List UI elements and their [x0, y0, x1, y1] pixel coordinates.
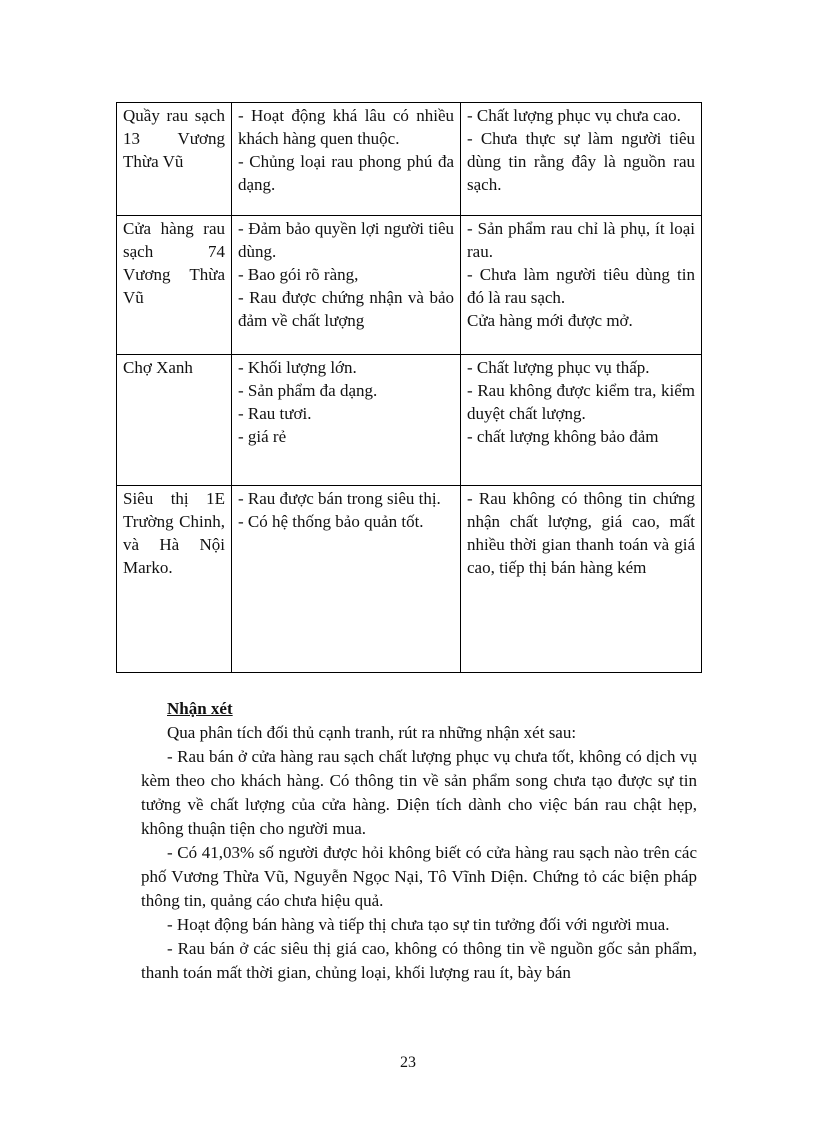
weakness-item: - Chưa làm người tiêu dùng tin đó là rau sạch. — [467, 265, 695, 307]
remarks-point: - Rau bán ở cửa hàng rau sạch chất lượng phục vụ chưa tốt, không có dịch vụ kèm theo cho khách hàng. Có thông tin về sản phẩm song chưa tạo được sự tin tưởng về chất lượng của cửa hàng. Diện tích dành cho việc bán rau chật hẹp, không thuận tiện cho người mua. — [141, 747, 697, 838]
competitor-weaknesses — [461, 216, 702, 355]
weakness-item: - Chất lượng phục vụ chưa cao. — [467, 106, 681, 125]
strength-item: - Rau được bán trong siêu thị. — [238, 489, 441, 508]
competitor-strengths — [232, 355, 461, 486]
table-row — [117, 355, 702, 486]
competitor-weaknesses — [461, 103, 702, 216]
competitor-strengths — [232, 486, 461, 673]
page-number: 23 — [400, 1054, 416, 1071]
remarks-title: Nhận xét — [167, 699, 233, 718]
weakness-item: - Rau không có thông tin chứng nhận chất lượng, giá cao, mất nhiều thời gian thanh toán và giá cao, tiếp thị bán hàng kém — [467, 489, 695, 577]
competitor-name: Quầy rau sạch 13 Vương Thừa Vũ — [117, 103, 232, 216]
competitor-table — [116, 102, 702, 673]
competitor-weaknesses — [461, 355, 702, 486]
remarks-point: - Có 41,03% số người được hỏi không biết có cửa hàng rau sạch nào trên các phố Vương Thừa Vũ, Nguyễn Ngọc Nại, Tô Vĩnh Diện. Chứng tỏ các biện pháp thông tin, quảng cáo chưa hiệu quả. — [141, 843, 697, 910]
strength-item: - Đảm bảo quyền lợi người tiêu dùng. — [238, 219, 454, 261]
competitor-name: Chợ Xanh — [117, 355, 232, 486]
competitor-name: Siêu thị 1E Trường Chinh, và Hà Nội Marko. — [117, 486, 232, 673]
strength-item: - Sản phẩm đa dạng. — [238, 381, 378, 400]
remarks-point: - Hoạt động bán hàng và tiếp thị chưa tạo sự tin tưởng đối với người mua. — [167, 915, 670, 934]
strength-item: - Bao gói rõ ràng, — [238, 265, 359, 284]
remarks-section — [141, 697, 697, 985]
weakness-item: - Chưa thực sự làm người tiêu dùng tin rằng đây là nguồn rau sạch. — [467, 129, 695, 194]
weakness-item: - Sản phẩm rau chỉ là phụ, ít loại rau. — [467, 219, 695, 261]
strength-item: - giá rẻ — [238, 427, 287, 446]
remarks-intro: Qua phân tích đối thủ cạnh tranh, rút ra những nhận xét sau: — [167, 723, 577, 742]
strength-item: - Chủng loại rau phong phú đa dạng. — [238, 152, 454, 194]
strength-item: - Khối lượng lớn. — [238, 358, 357, 377]
table-row — [117, 216, 702, 355]
competitor-strengths — [232, 103, 461, 216]
weakness-item: Cửa hàng mới được mở. — [467, 311, 633, 330]
weakness-item: - Chất lượng phục vụ thấp. — [467, 358, 650, 377]
weakness-item: - chất lượng không bảo đảm — [467, 427, 659, 446]
competitor-weaknesses — [461, 486, 702, 673]
remarks-point: - Rau bán ở các siêu thị giá cao, không có thông tin về nguồn gốc sản phẩm, thanh toán mất thời gian, chủng loại, khối lượng rau ít, bày bán — [141, 939, 697, 982]
strength-item: - Rau tươi. — [238, 404, 312, 423]
competitor-strengths — [232, 216, 461, 355]
strength-item: - Rau được chứng nhận và bảo đảm về chất lượng — [238, 288, 454, 330]
strength-item: - Có hệ thống bảo quản tốt. — [238, 512, 424, 531]
table-row — [117, 486, 702, 673]
weakness-item: - Rau không được kiểm tra, kiểm duyệt chất lượng. — [467, 381, 695, 423]
strength-item: - Hoạt động khá lâu có nhiều khách hàng quen thuộc. — [238, 106, 454, 148]
table-row — [117, 103, 702, 216]
competitor-name: Cửa hàng rau sạch 74 Vương Thừa Vũ — [117, 216, 232, 355]
